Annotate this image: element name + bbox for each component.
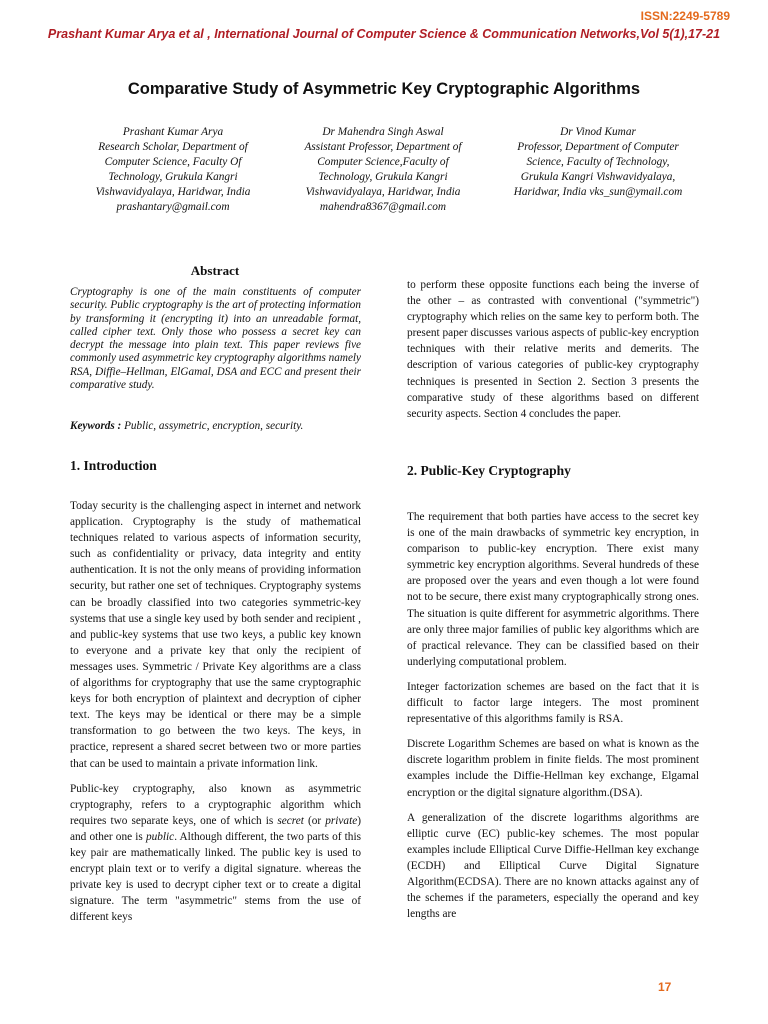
emphasis: secret — [277, 814, 304, 827]
author-affiliation: Grukula Kangri Vishwavidyalaya, — [520, 171, 676, 183]
introduction-body — [70, 498, 361, 934]
author-name: Prashant Kumar Arya — [122, 126, 224, 138]
author-block-3 — [485, 125, 711, 200]
emphasis: private — [325, 814, 358, 827]
public-key-body — [407, 509, 699, 931]
author-name: Dr Vinod Kumar — [560, 126, 636, 138]
paragraph: Today security is the challenging aspect in internet and network application. Cryptography is the study of mathematical techniques related to various aspects of information security, such as confidentiality or privacy, data integrity and entity authentication. It is not the only means of providing information security, but rather one set of techniques. Cryptography systems can be broadly classified into two categories symmetric-key systems that use a single key used by both sender and recipient , and public-key systems that use two keys, a public key known to everyone and a private key that only the recipient of messages uses. Symmetric / Private Key algorithms are a class of algorithms for cryptography that use the same cryptographic keys for both encryption of plaintext and decryption of cipher text. The keys may be identical or there may be a simple transformation to go between the two keys. The keys, in practice, represent a shared secret between two or more parties that can be used to maintain a private information link. — [70, 500, 361, 770]
author-affiliation: Technology, Grukula Kangri — [108, 171, 238, 183]
author-affiliation: Vishwavidyalaya, Haridwar, India — [95, 186, 251, 198]
paragraph: Discrete Logarithm Schemes are based on what is known as the discrete logarithm problem in finite fields. The most prominent examples include the Diffie-Hellman key exchange, Elgamal encryption or the digital signature algorithm.(DSA). — [407, 738, 699, 799]
author-affiliation-email: Haridwar, India vks_sun@ymail.com — [513, 186, 683, 198]
paragraph: Integer factorization schemes are based on the fact that it is difficult to factor large integers. The most prominent representative of this algorithms family is RSA. — [407, 680, 699, 726]
author-name: Dr Mahendra Singh Aswal — [322, 126, 444, 138]
issn-label: ISSN:2249-5789 — [640, 9, 730, 23]
author-affiliation: Computer Science,Faculty of — [317, 156, 449, 168]
keywords-text: Public, assymetric, encryption, security. — [121, 420, 304, 432]
author-block-1 — [60, 125, 286, 215]
introduction-heading: 1. Introduction — [70, 458, 157, 473]
author-affiliation: Assistant Professor, Department of — [304, 141, 462, 153]
right-column-top — [407, 277, 699, 431]
abstract-heading: Abstract — [190, 263, 240, 278]
journal-header: Prashant Kumar Arya et al , International Journal of Computer Science & Communication Networks,Vol 5(1),17-21 — [47, 27, 721, 41]
author-affiliation: Research Scholar, Department of — [98, 141, 248, 153]
page-number: 17 — [658, 980, 672, 994]
author-affiliation: Vishwavidyalaya, Haridwar, India — [305, 186, 461, 198]
emphasis: public — [145, 830, 175, 843]
author-affiliation: Computer Science, Faculty Of — [104, 156, 242, 168]
paragraph: Public-key cryptography, also known as asymmetric cryptography, refers to a cryptographic algorithm which requires two separate keys, one of which is secret (or private) and other one is public. Although different, the two parts of this key pair are mathematically linked. The public key is used to encrypt plain text or to verify a digital signature. whereas the private key is used to decrypt cipher text or to create a digital signature. The term "asymmetric" stems from the use of different keys — [70, 782, 361, 924]
author-email: mahendra8367@gmail.com — [319, 201, 447, 213]
paragraph: A generalization of the discrete logarithms algorithms are elliptic curve (EC) public-key schemes. The most popular examples include Elliptical Curve Diffie-Hellman key exchange (ECDH) and Elliptical Curve Digital Signature Algorithm(ECDSA). There are no known attacks against any of the schemes if the parameters, especially the operand and key lengths are — [407, 811, 699, 921]
public-key-heading: 2. Public-Key Cryptography — [407, 463, 571, 478]
author-email: prashantary@gmail.com — [116, 201, 230, 213]
keywords-label: Keywords : — [70, 420, 122, 432]
author-block-2 — [270, 125, 496, 215]
author-affiliation: Professor, Department of Computer — [517, 141, 679, 153]
author-affiliation: Science, Faculty of Technology, — [526, 156, 670, 168]
keywords — [70, 420, 361, 432]
abstract-text: Cryptography is one of the main constituents of computer security. Public cryptography is the art of protecting information by transforming it (encrypting it) into an unreadable format, called cipher text. Only those who possess a secret key can decrypt the message into plain text. This paper reviews five commonly used asymmetric key cryptography algorithms namely RSA, Diffie–Hellman, ElGamal, DSA and ECC and present their comparative study. — [70, 286, 361, 392]
paragraph: to perform these opposite functions each being the inverse of the other – as contrasted with conventional ("symmetric") cryptography which relies on the same key to perform both. The present paper discusses various aspects of public-key encryption techniques with their relative merits and demerits. The description of various categories of public-key cryptography techniques is presented in Section 2. Section 3 presents the comparative study of these algorithms based on different security aspects. Section 4 concludes the paper. — [407, 279, 699, 420]
author-affiliation: Technology, Grukula Kangri — [318, 171, 448, 183]
paragraph: The requirement that both parties have access to the secret key is one of the main drawbacks of symmetric key encryption, in comparison to public-key encryption. There exist many symmetric key encryption algorithms. Several hundreds of these are proposed over the years and even though a lot were found not to be secure, there exist many cryptographically strong ones. The situation is quite different for asymmetric algorithms. There are only three major families of public key algorithms which are of practical relevance. They can be classified based on their underlying computational problem. — [407, 511, 699, 668]
paper-title: Comparative Study of Asymmetric Key Cryptographic Algorithms — [127, 80, 641, 98]
